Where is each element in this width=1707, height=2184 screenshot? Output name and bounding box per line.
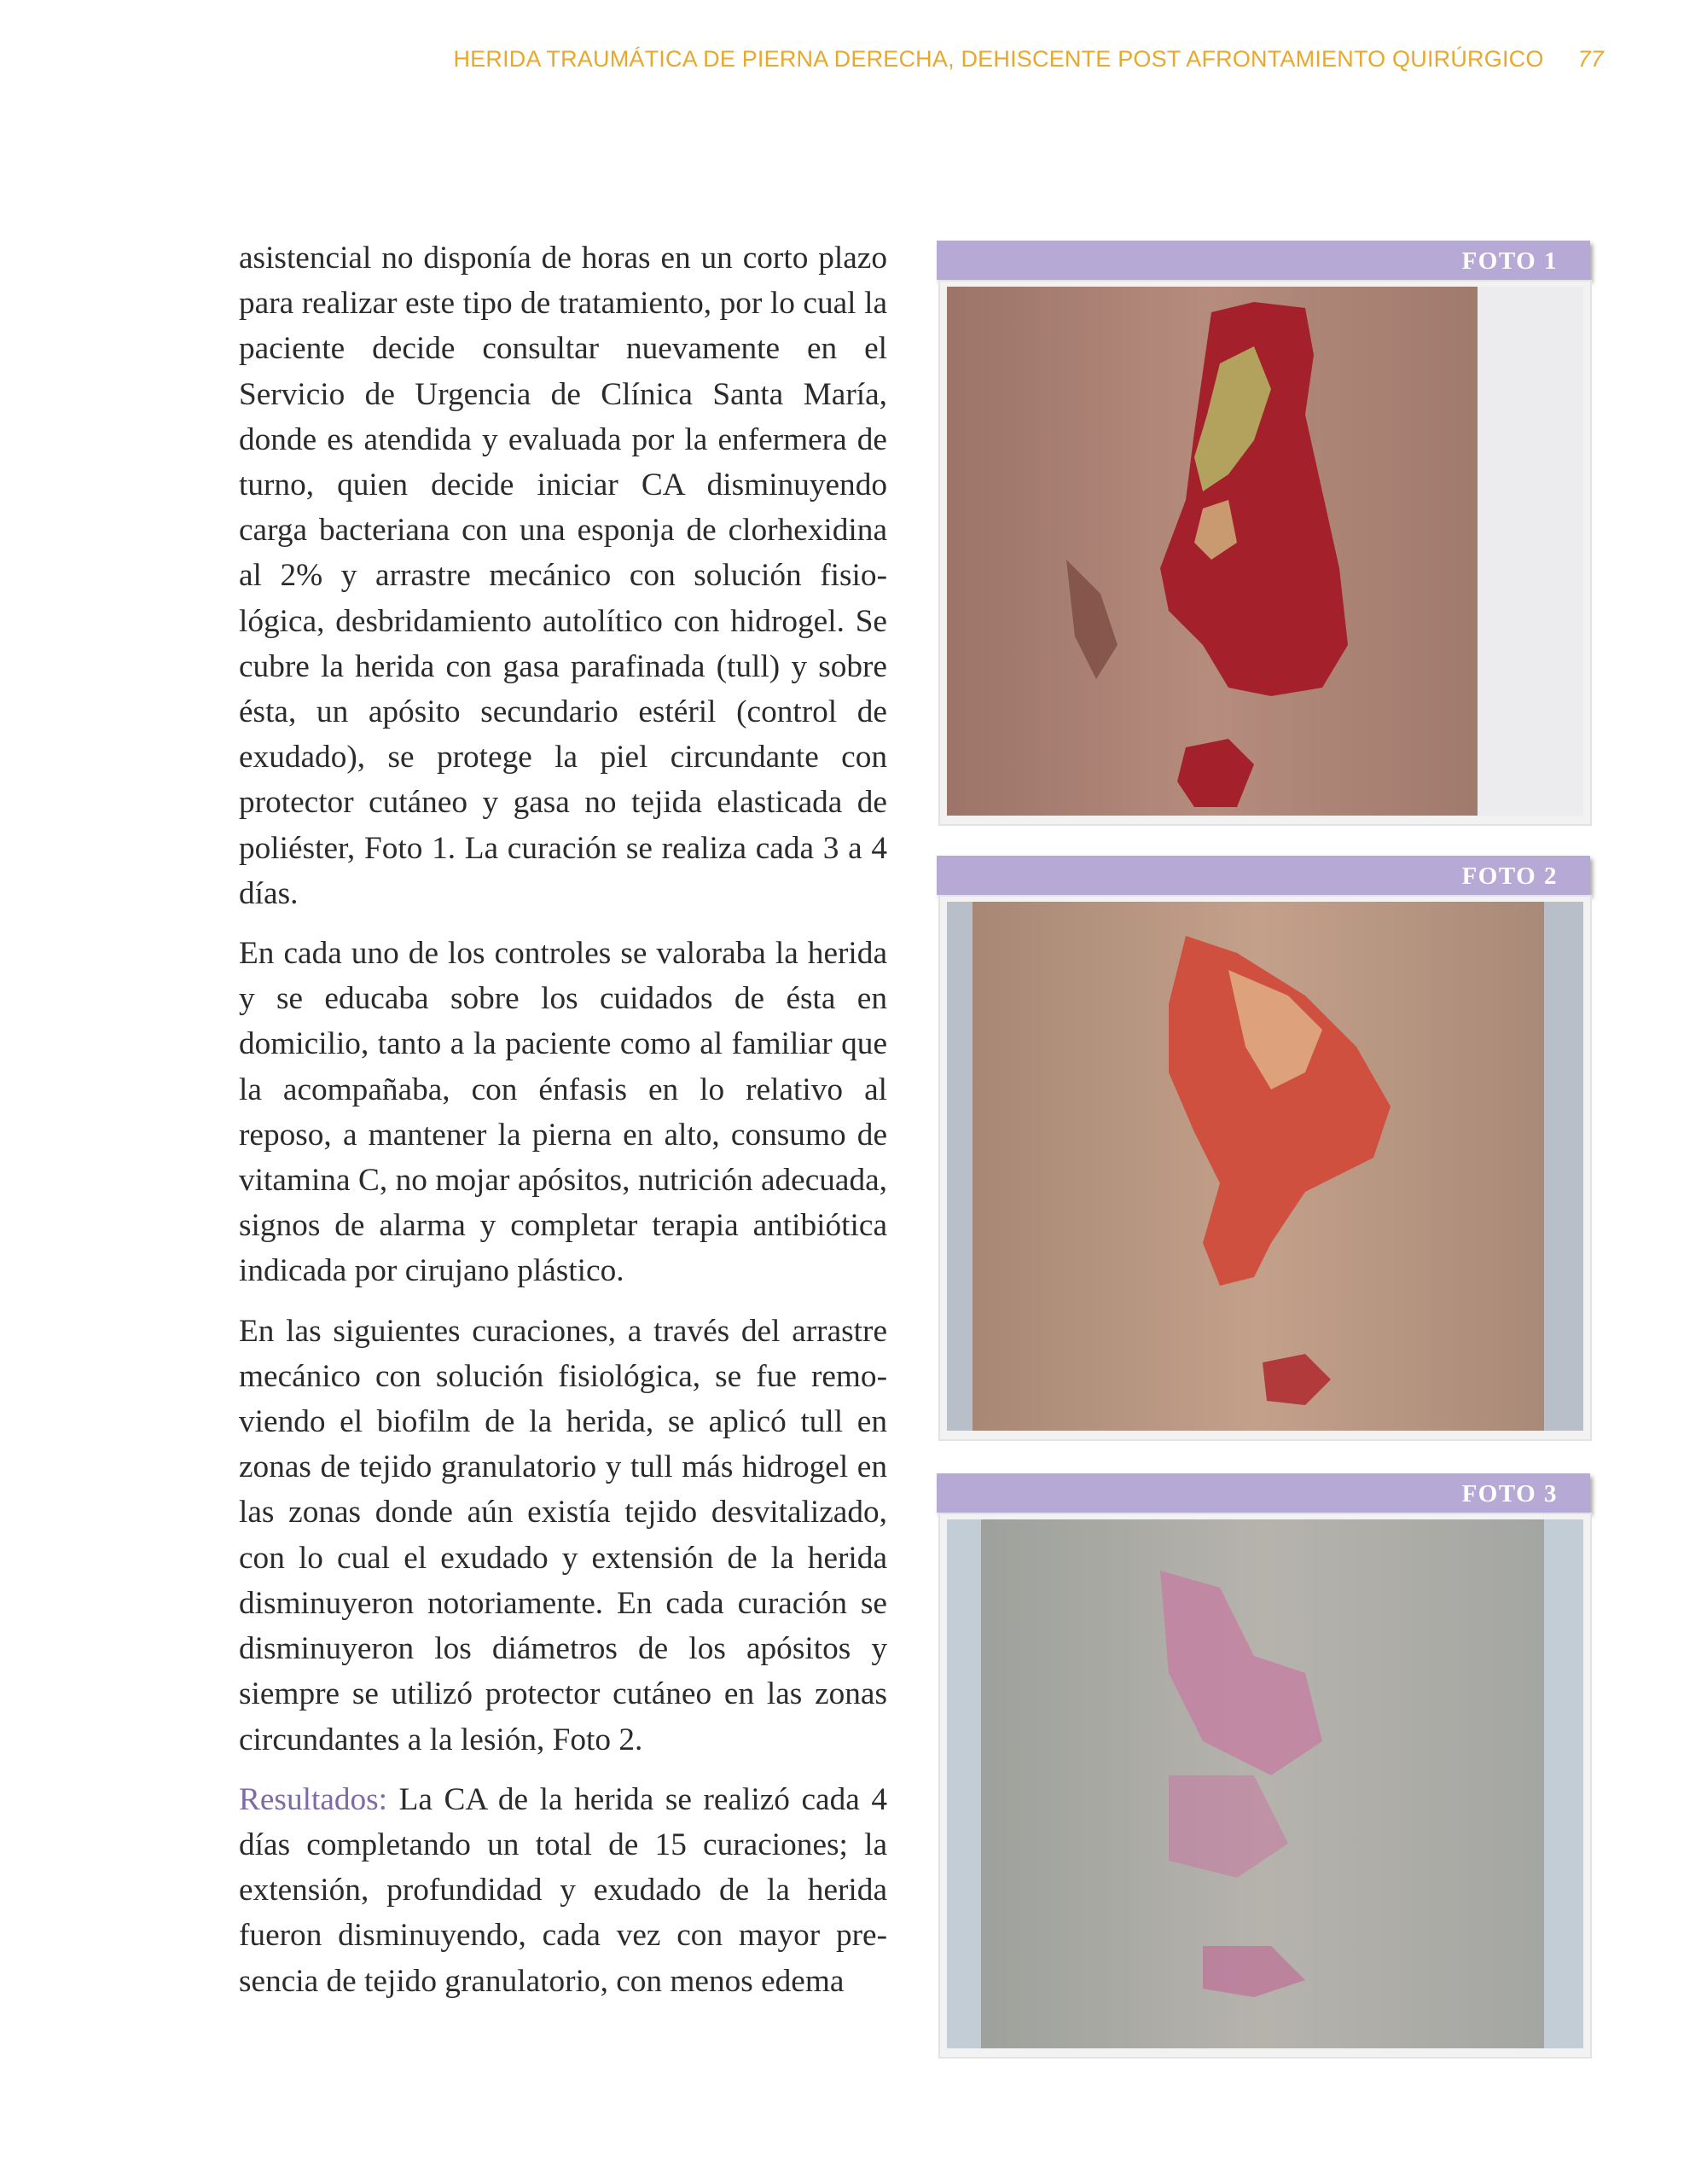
wound-photo-2 (947, 902, 1583, 1431)
results-text: La CA de la herida se realizó cada 4 días completando un total de 15 curaciones; la extensión, profundidad y exudado de la herida fueron disminuyendo, cada vez con mayor presencia de tejido granulatorio, con menos edema (239, 1781, 887, 1999)
paragraph-education: En cada uno de los controles se valoraba la herida y se educaba sobre los cuidados de ésta en domicilio, tanto a la paciente como al familiar que la acompañaba, con énfasis en lo relativo al reposo, a mantener la pierna en alto, consumo de vitamina C, no mojar apósitos, nutrición adecuada, signos de alarma y completar terapia antibiótica indicada por cirujano plástico. (239, 936, 887, 1289)
body-text-column (239, 235, 887, 2018)
figure-foto-2 (937, 856, 1590, 1441)
photo-frame (938, 895, 1592, 1441)
paragraph-results (239, 1777, 887, 2004)
figure-caption-bar (937, 241, 1590, 280)
figure-caption-bar (937, 1473, 1590, 1513)
figure-label: FOTO 2 (1461, 863, 1558, 890)
figure-foto-3 (937, 1473, 1590, 2059)
results-heading: Resultados: (239, 1781, 388, 1817)
figure-label: FOTO 1 (1461, 247, 1558, 275)
wound-photo-3 (947, 1519, 1583, 2048)
wound-photo-1 (947, 287, 1583, 816)
paragraph-treatment: asistencial no disponía de horas en un corto plazo para realizar este tipo de tratamiento, por lo cual la paciente decide consultar nuevamente en el Servicio de Urgencia de Clínica Santa María, donde es atendida y evaluada por la enfermera de turno, quien decide iniciar CA disminuyendo carga bacteriana con una esponja de clorhexidina al 2% y arrastre mecánico con solución fisiológica, desbridamiento autolítico con hidrogel. Se cubre la herida con gasa parafinada (tull) y sobre ésta, un apósito secundario estéril (control de exudado), se protege la piel circundante con protector cutáneo y gasa no tejida elasticada de poliéster, Foto 1. La curación se realiza cada 3 a 4 días. (239, 241, 887, 911)
paragraph-followup: En las siguientes curaciones, a través del arrastre mecánico con solución fisiológica, se fue removiendo el biofilm de la herida, se aplicó tull en zonas de tejido granulatorio y tull más hidrogel en las zonas donde aún existía tejido desvitalizado, con lo cual el exudado y extensión de la herida disminuyeron notoriamente. En cada curación se disminuyeron los diámetros de los apósitos y siempre se utilizó protector cutáneo en las zonas circundantes a la lesión, Foto 2. (239, 1313, 887, 1757)
running-title: HERIDA TRAUMÁTICA DE PIERNA DERECHA, DEHISCENTE POST AFRONTAMIENTO QUIRÚRGICO (453, 46, 1544, 72)
figure-caption-bar (937, 856, 1590, 895)
running-header (427, 46, 1604, 73)
photo-frame (938, 1513, 1592, 2059)
photo-frame (938, 280, 1592, 826)
page-number: 77 (1577, 46, 1604, 72)
figure-foto-1 (937, 241, 1590, 826)
figure-label: FOTO 3 (1461, 1480, 1558, 1507)
